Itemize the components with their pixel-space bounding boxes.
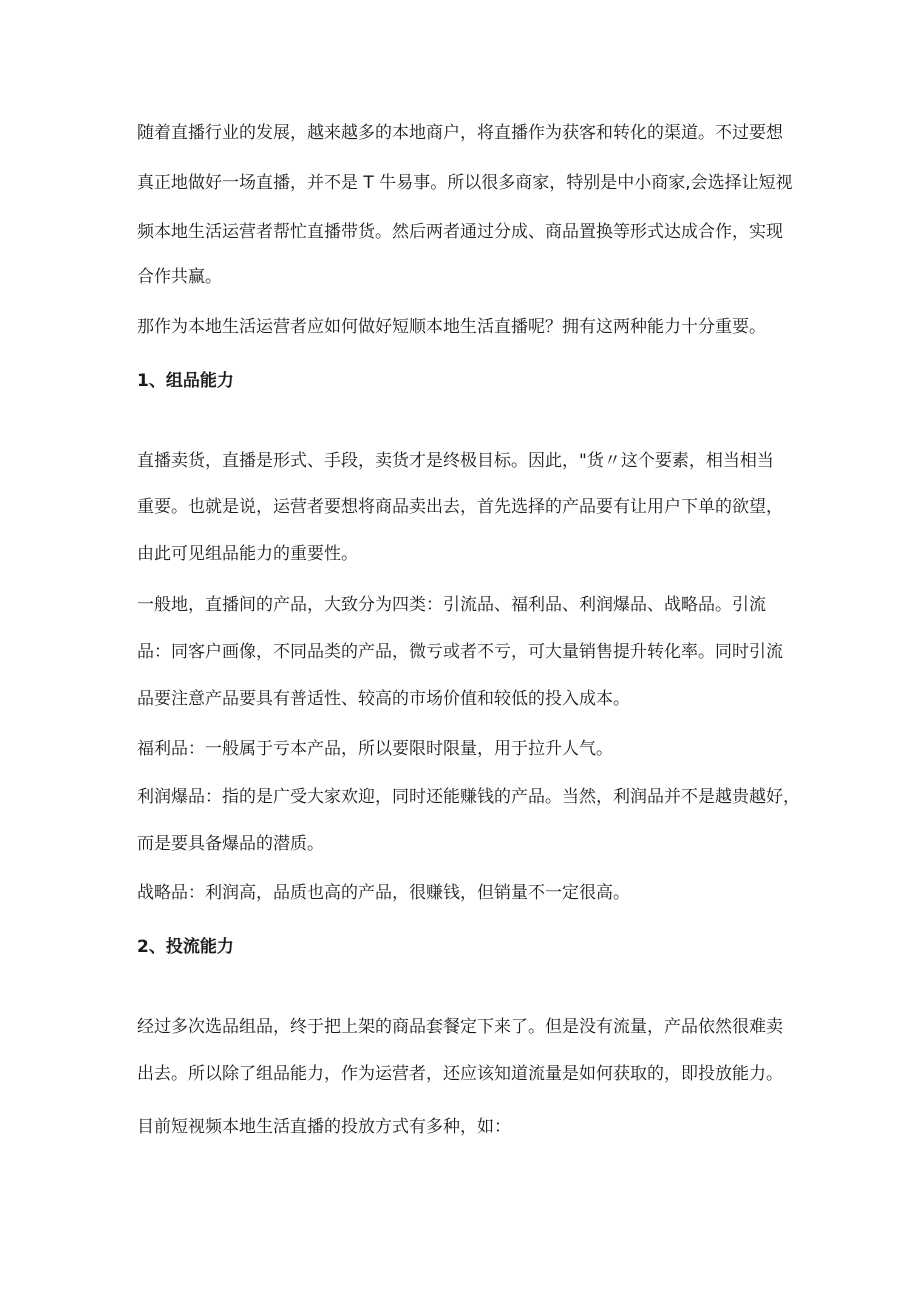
intro-line-4: 合作共赢。 [137,267,222,287]
section-1-para3: 福利品：一般属于亏本产品，所以要限时限量，用于拉升人气。 [137,739,613,759]
intro-question: 那作为本地生活运营者应如何做好短顺本地生活直播呢？拥有这两种能力十分重要。 [137,317,766,337]
section-1-para1-line-2: 重要。也就是说，运营者要想将商品卖出去，首先选择的产品要有让用户下单的欲望， [137,497,783,517]
intro-line-2: 真正地做好一场直播，并不是 T 牛易事。所以很多商家，特别是中小商家,会选择让短视 [137,173,793,193]
section-1-title: 1、组品能力 [137,371,234,391]
section-1-para2-line-3: 品要注意产品要具有普适性、较高的市场价值和较低的投入成本。 [137,689,630,709]
intro-line-3: 频本地生活运营者帮忙直播带货。然后两者通过分成、商品置换等形式达成合作，实现 [137,222,783,242]
intro-line-1: 随着直播行业的发展，越来越多的本地商户，将直播作为获客和转化的渠道。不过要想 [137,123,783,143]
section-2-title: 2、投流能力 [137,937,234,957]
section-1-para5: 战略品：利润高，品质也高的产品，很赚钱，但销量不一定很高。 [137,883,630,903]
section-1-para4-line-1: 利润爆品：指的是广受大家欢迎，同时还能赚钱的产品。当然，利润品并不是越贵越好， [137,787,800,807]
section-2-para1-line-1: 经过多次选品组品，终于把上架的商品套餐定下来了。但是没有流量，产品依然很难卖 [137,1017,783,1037]
section-1-para4-line-2: 而是要具备爆品的潜质。 [137,834,324,854]
section-2-para2: 目前短视频本地生活直播的投放方式有多种，如： [137,1117,511,1137]
section-1-para1-line-3: 由此可见组品能力的重要性。 [137,544,358,564]
section-1-para2-line-1: 一般地，直播间的产品，大致分为四类：引流品、福利品、利润爆品、战略品。引流 [137,595,766,615]
section-1-para1-line-1: 直播卖货，直播是形式、手段，卖货才是终极目标。因此，"货〃这个要素，相当相当 [137,451,774,471]
section-1-para2-line-2: 品：同客户画像，不同品类的产品，微亏或者不亏，可大量销售提升转化率。同时引流 [137,642,783,662]
section-2-para1-line-2: 出去。所以除了组品能力，作为运营者，还应该知道流量是如何获取的，即投放能力。 [137,1064,783,1084]
